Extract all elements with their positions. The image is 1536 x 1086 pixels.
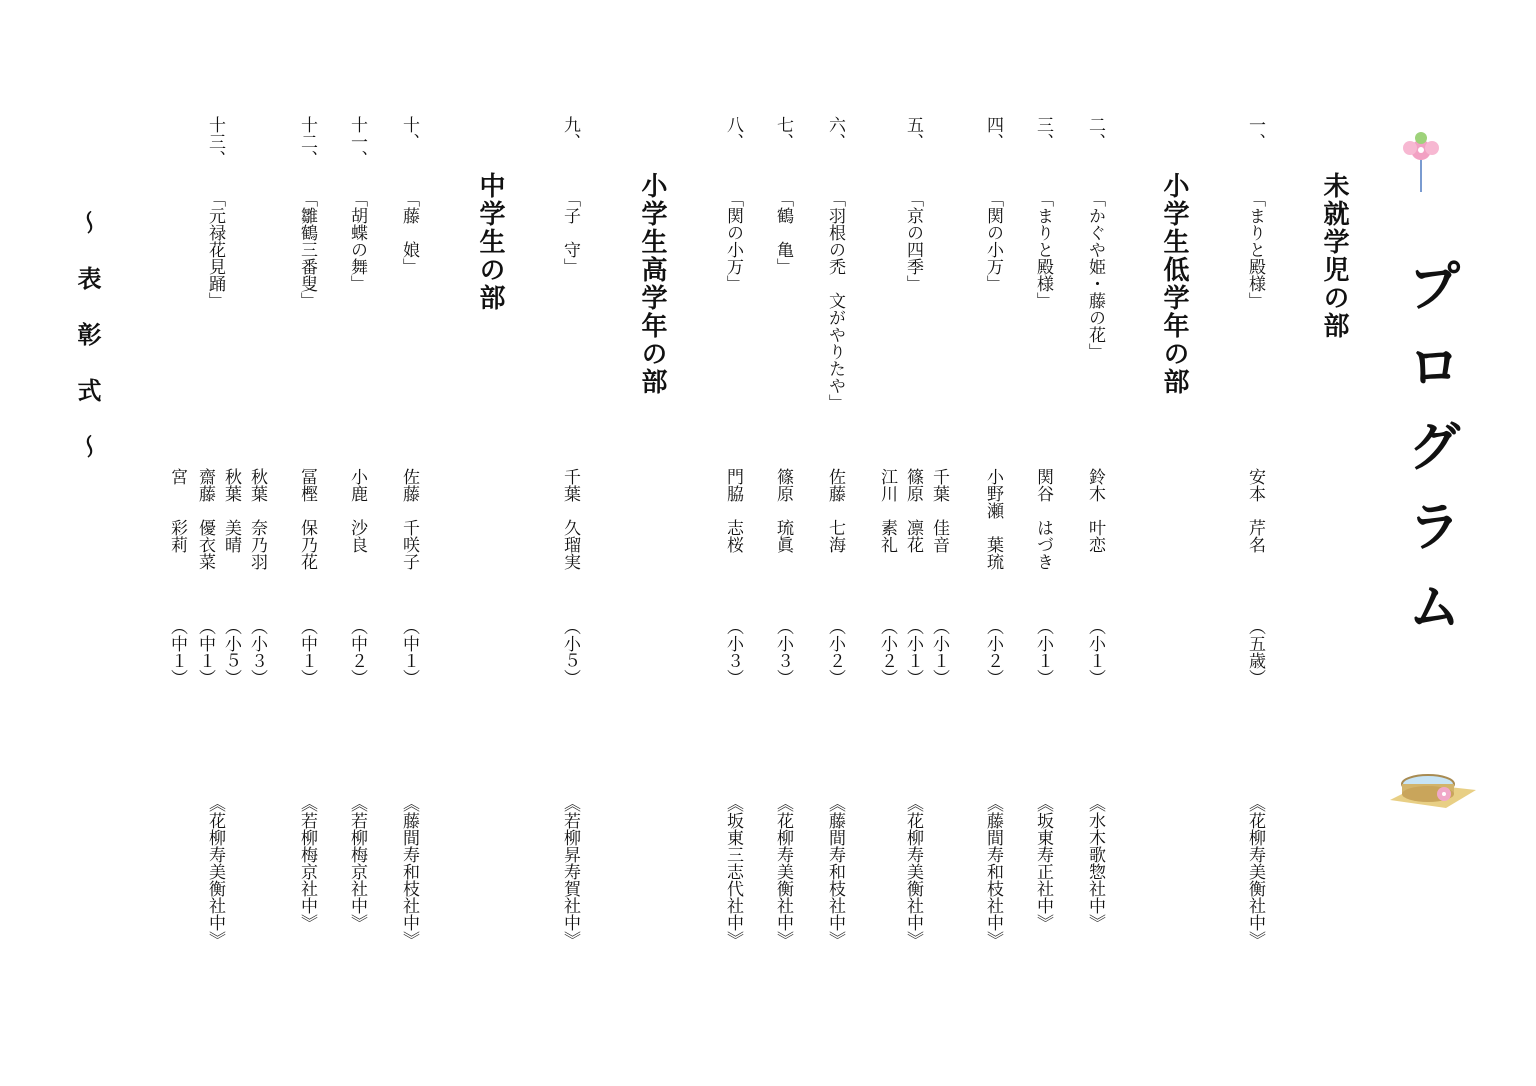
item-title: 「雛鶴三番叟」 (297, 190, 317, 309)
performer-name: 冨樫 保乃花 (297, 468, 317, 570)
item-title: 「関の小万」 (983, 190, 1003, 292)
page-title: プログラム (1399, 258, 1462, 658)
item-number: 十三、 (205, 116, 225, 167)
item-title: 「元禄花見踊」 (205, 190, 225, 309)
performer-name: 佐藤 七海 (825, 468, 845, 553)
item-number: 三、 (1033, 116, 1053, 150)
item-title: 「関の小万」 (723, 190, 743, 292)
item-number: 九、 (560, 116, 580, 150)
performer-name: 齋藤 優衣菜 (195, 468, 215, 570)
performer-name: 江川 素礼 (877, 468, 897, 553)
school-name: 《坂東三志代社中》 (723, 795, 743, 948)
performer-grade: （中１） (167, 618, 187, 686)
performer-grade: （小１） (929, 618, 949, 686)
school-name: 《若柳梅京社中》 (297, 795, 317, 931)
item-number: 五、 (903, 116, 923, 150)
performer-grade: （中１） (399, 618, 419, 686)
performer-grade: （小２） (877, 618, 897, 686)
performer-name: 関谷 はづき (1033, 468, 1053, 570)
performer-grade: （小５） (221, 618, 241, 686)
performer-name: 小鹿 沙良 (347, 468, 367, 553)
performer-name: 鈴木 叶恋 (1085, 468, 1105, 553)
performer-grade: （中１） (195, 618, 215, 686)
performer-grade: （中２） (347, 618, 367, 686)
item-number: 六、 (825, 116, 845, 150)
award-ceremony: ～ 表 彰 式 ～ (73, 210, 102, 462)
item-number: 十二、 (297, 116, 317, 167)
item-number: 一、 (1245, 116, 1265, 150)
school-name: 《藤間寿和枝社中》 (399, 795, 419, 948)
performer-grade: （小１） (1085, 618, 1105, 686)
performer-grade: （小３） (773, 618, 793, 686)
performer-grade: （小３） (247, 618, 267, 686)
performer-grade: （小２） (983, 618, 1003, 686)
item-number: 八、 (723, 116, 743, 150)
item-title: 「子 守」 (560, 190, 580, 275)
section-heading-sho-ko: 小学生高学年の部 (637, 172, 667, 396)
school-name: 《藤間寿和枝社中》 (825, 795, 845, 948)
item-number: 七、 (773, 116, 793, 150)
performer-grade: （五歳） (1245, 618, 1265, 686)
section-heading-chu: 中学生の部 (475, 172, 505, 312)
section-heading-mishugaku: 未就学児の部 (1319, 172, 1349, 340)
performer-name: 篠原 琉眞 (773, 468, 793, 553)
performer-grade: （小１） (1033, 618, 1053, 686)
section-heading-sho-tei: 小学生低学年の部 (1159, 172, 1189, 396)
performer-name: 千葉 佳音 (929, 468, 949, 553)
school-name: 《花柳寿美衡社中》 (903, 795, 923, 948)
performer-grade: （中１） (297, 618, 317, 686)
item-title: 「胡蝶の舞」 (347, 190, 367, 292)
performer-name: 篠原 凛花 (903, 468, 923, 553)
item-title: 「藤 娘」 (399, 190, 419, 275)
performer-name: 秋葉 奈乃羽 (247, 468, 267, 570)
performer-name: 門脇 志桜 (723, 468, 743, 553)
performer-name: 小野瀬 葉琉 (983, 468, 1003, 570)
school-name: 《花柳寿美衡社中》 (205, 795, 225, 948)
item-title: 「かぐや姫・藤の花」 (1085, 190, 1105, 360)
performer-grade: （小３） (723, 618, 743, 686)
school-name: 《坂東寿正社中》 (1033, 795, 1053, 931)
item-title: 「羽根の禿 文がやりたや」 (825, 190, 845, 411)
school-name: 《花柳寿美衡社中》 (773, 795, 793, 948)
item-number: 十一、 (347, 116, 367, 167)
item-title: 「鶴 亀」 (773, 190, 793, 275)
item-number: 二、 (1085, 116, 1105, 150)
school-name: 《若柳昇寿賀社中》 (560, 795, 580, 948)
performer-grade: （小５） (560, 618, 580, 686)
performer-name: 千葉 久瑠実 (560, 468, 580, 570)
item-title: 「まりと殿様」 (1245, 190, 1265, 309)
school-name: 《若柳梅京社中》 (347, 795, 367, 931)
performer-name: 佐藤 千咲子 (399, 468, 419, 570)
morning-glory-icon (1396, 128, 1446, 196)
school-name: 《花柳寿美衡社中》 (1245, 795, 1265, 948)
performer-grade: （小２） (825, 618, 845, 686)
performer-name: 安本 芹名 (1245, 468, 1265, 553)
school-name: 《藤間寿和枝社中》 (983, 795, 1003, 948)
school-name: 《水木歌惣社中》 (1085, 795, 1105, 931)
performer-name: 宮 彩莉 (167, 468, 187, 553)
item-title: 「京の四季」 (903, 190, 923, 292)
performer-name: 秋葉 美晴 (221, 468, 241, 553)
item-number: 四、 (983, 116, 1003, 150)
item-number: 十、 (399, 116, 419, 150)
water-bowl-icon (1386, 760, 1480, 812)
item-title: 「まりと殿様」 (1033, 190, 1053, 309)
performer-grade: （小１） (903, 618, 923, 686)
